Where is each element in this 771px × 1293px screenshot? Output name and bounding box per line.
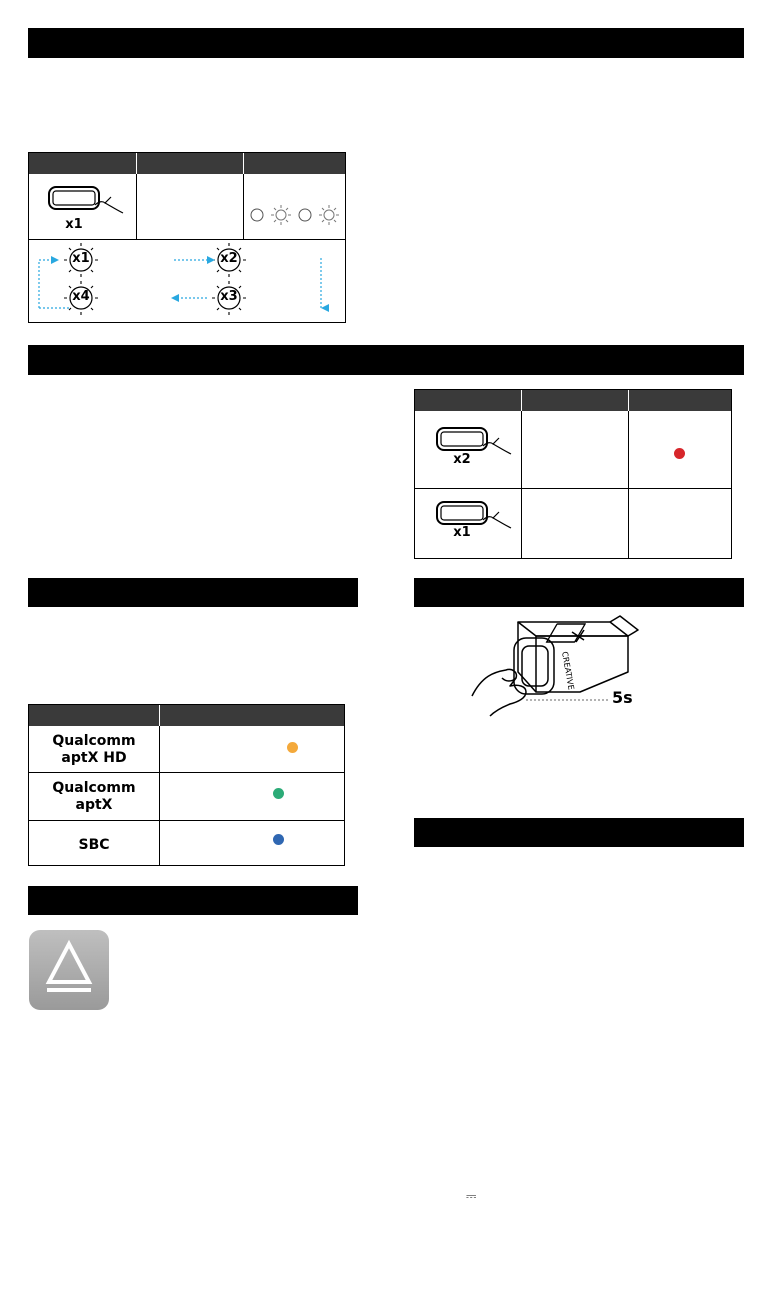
row-divider <box>415 488 731 489</box>
warning-triangle-icon <box>29 930 109 1010</box>
col-divider <box>159 705 160 726</box>
col-divider <box>136 174 137 239</box>
section-3-heading-bar <box>28 578 358 607</box>
table-header <box>29 153 345 174</box>
section-2-heading-bar <box>28 345 744 375</box>
col-divider <box>159 726 160 865</box>
cycle-label-3: x3 <box>220 289 238 304</box>
codec-color-dot <box>273 788 284 799</box>
codec-color-dot <box>273 834 284 845</box>
cycle-label-4: x4 <box>72 289 90 304</box>
col-divider <box>521 411 522 558</box>
section-5-heading-bar <box>28 886 358 915</box>
led-cycle-table <box>28 152 346 323</box>
col-divider <box>521 390 522 411</box>
col-divider <box>628 390 629 411</box>
led-blink-indicators <box>247 203 341 227</box>
codec-color-dot <box>287 742 298 753</box>
codec-table <box>28 704 345 866</box>
red-led-indicator <box>674 448 685 459</box>
hold-duration-label: 5s <box>612 688 633 707</box>
table-header <box>415 390 731 411</box>
table-header <box>29 705 344 726</box>
section-1-heading-bar <box>28 28 744 58</box>
codec-name: Qualcomm aptX HD <box>52 733 136 766</box>
cycle-label-2: x2 <box>220 251 238 266</box>
row-divider <box>29 820 344 821</box>
section-6-heading-bar <box>414 818 744 847</box>
cycle-label-1: x1 <box>72 251 90 266</box>
press-button-illustration <box>47 183 127 219</box>
device-brand-text: CREATIVE <box>560 650 576 691</box>
row-divider <box>29 772 344 773</box>
press-count-label: x1 <box>65 217 83 232</box>
press-count-label: x1 <box>453 525 471 540</box>
col-divider <box>243 174 244 239</box>
section-4-heading-bar <box>414 578 744 607</box>
col-divider <box>628 411 629 558</box>
press-action-table <box>414 389 732 559</box>
dc-symbol: ⎓ <box>466 1189 477 1204</box>
codec-name: Qualcomm aptX <box>52 780 136 813</box>
press-count-label: x2 <box>453 452 471 467</box>
codec-name: SBC <box>78 837 110 853</box>
